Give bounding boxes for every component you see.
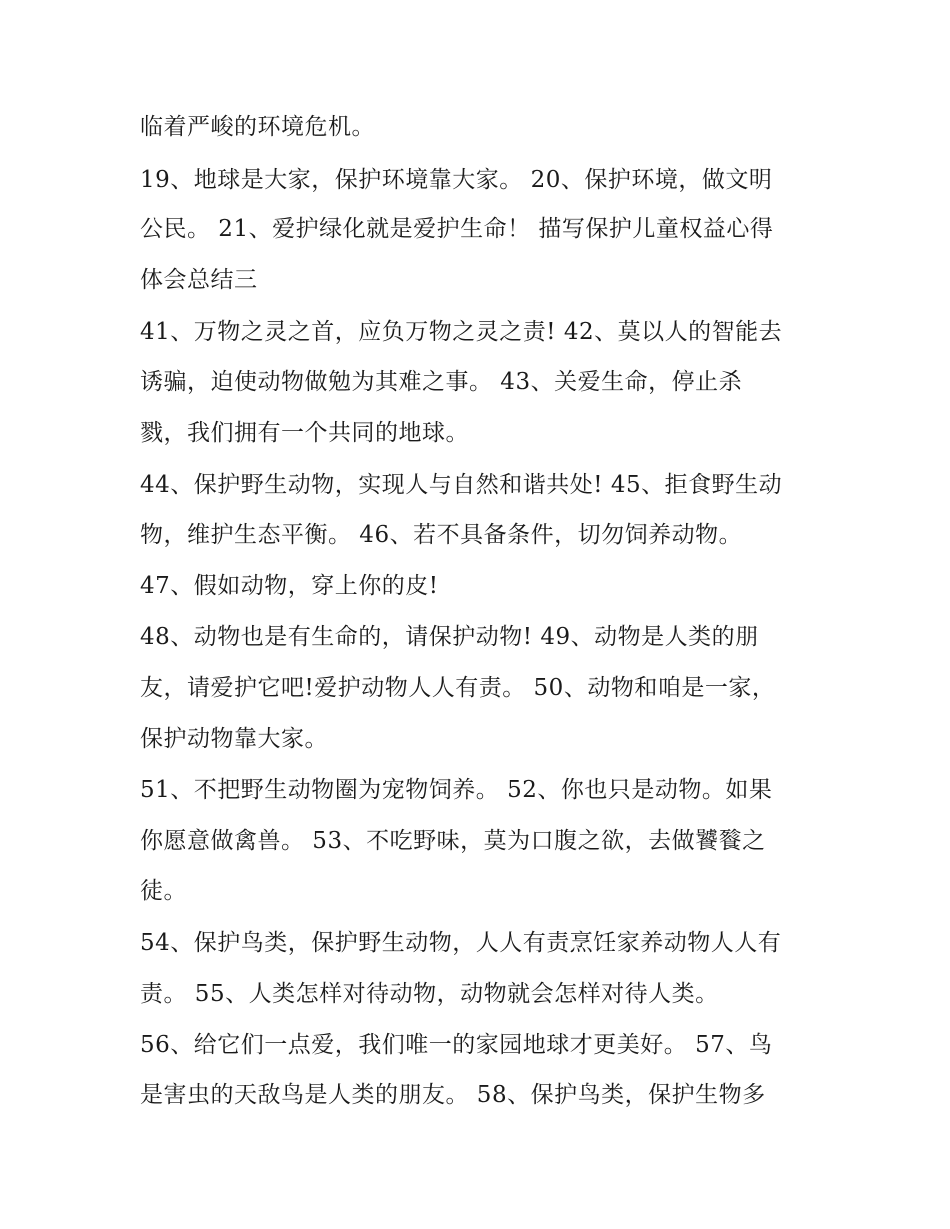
text-line: 你愿意做禽兽。 53、不吃野味，莫为口腹之欲，去做饕餮之 [140,828,766,854]
text-line: 保护动物靠大家。 [140,726,328,752]
text-line: 临着严峻的环境危机。 [140,114,375,140]
text-line: 责。 55、人类怎样对待动物，动物就会怎样对待人类。 [140,981,719,1007]
text-line: 是害虫的天敌鸟是人类的朋友。 58、保护鸟类，保护生物多 [140,1082,766,1108]
text-line: 54、保护鸟类，保护野生动物，人人有责烹饪家养动物人人有 [140,930,782,956]
text-line: 51、不把野生动物圈为宠物饲养。 52、你也只是动物。如果 [140,777,773,803]
text-line: 徒。 [140,878,187,904]
text-line: 56、给它们一点爱，我们唯一的家园地球才更美好。 57、鸟 [140,1032,773,1058]
text-line: 诱骗，迫使动物做勉为其难之事。 43、关爱生命，停止杀 [140,369,743,395]
text-line: 友，请爱护它吧!爱护动物人人有责。 50、动物和咱是一家， [140,675,776,701]
text-line: 44、保护野生动物，实现人与自然和谐共处! 45、拒食野生动 [140,472,783,498]
text-line: 41、万物之灵之首，应负万物之灵之责! 42、莫以人的智能去 [140,319,783,345]
text-line: 47、假如动物，穿上你的皮! [140,573,439,599]
text-line: 体会总结三 [140,267,258,293]
text-line: 物，维护生态平衡。 46、若不具备条件，切勿饲养动物。 [140,522,743,548]
text-line: 戮，我们拥有一个共同的地球。 [140,420,469,446]
text-line: 19、地球是大家，保护环境靠大家。 20、保护环境，做文明 [140,167,773,193]
text-line: 公民。 21、爱护绿化就是爱护生命！ 描写保护儿童权益心得 [140,216,774,242]
text-line: 48、动物也是有生命的，请保护动物! 49、动物是人类的朋 [140,624,759,650]
